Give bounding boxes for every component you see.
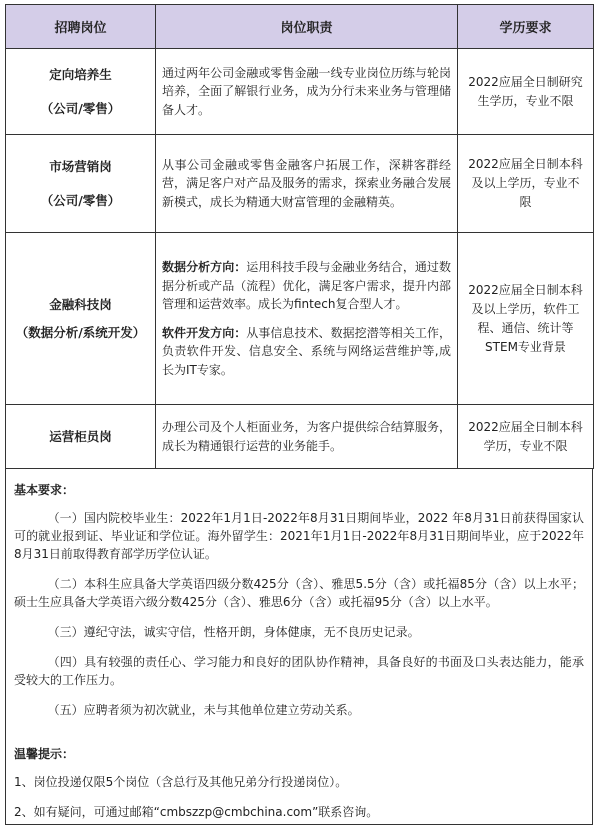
education-cell: 2022应届全日制本科学历，专业不限 xyxy=(458,405,594,469)
duty-text: 运用科技手段与金融业务结合，通过数据分析或产品（流程）优化，满足客户需求，提升内部管理和运营效率。成长为fintech复合型人才。 xyxy=(162,260,451,311)
position-sub: （数据分析/系统开发） xyxy=(15,324,146,340)
tip-item: 1、岗位投递仅限5个岗位（含总行及其他兄弟分行投递岗位）。 xyxy=(14,775,348,789)
position-sub: （公司/零售） xyxy=(40,192,121,208)
tips-heading: 温馨提示： xyxy=(14,747,75,761)
position-cell xyxy=(6,49,156,135)
table-header-row xyxy=(6,5,594,49)
duty-text: 从事信息技术、数据挖潜等相关工作，负责软件开发、信息安全、系统与网络运营维护等,成长为IT专家。 xyxy=(162,325,451,377)
requirements-heading: 基本要求： xyxy=(14,483,75,497)
education-cell: 2022应届全日制研究生学历，专业不限 xyxy=(458,49,594,135)
requirement-item: （二）本科生应具备大学英语四级分数425分（含）、雅思5.5分（含）或托福85分（含）以上水平；硕士生应具备大学英语六级分数425分（含）、雅思6分（含）或托福95分（含）以上水平。 xyxy=(14,577,584,609)
duties-cell: 从事公司金融或零售金融客户拓展工作，深耕客群经营，满足客户对产品及服务的需求，探索业务融合发展新模式，成长为精通大财富管理的金融精英。 xyxy=(156,135,458,233)
header-position: 招聘岗位 xyxy=(6,5,156,49)
requirement-item: （三）遵纪守法，诚实守信，性格开朗，身体健康，无不良历史记录。 xyxy=(47,625,420,639)
notes-box xyxy=(5,469,593,825)
table-row xyxy=(6,405,594,469)
position-name: 运营柜员岗 xyxy=(49,428,112,444)
position-name: 市场营销岗 xyxy=(49,158,112,174)
tip-item: 2、如有疑问，可通过邮箱“cmbszzp@cmbchina.com”联系咨询。 xyxy=(14,805,379,819)
position-name: 金融科技岗 xyxy=(49,296,112,312)
position-cell xyxy=(6,405,156,469)
requirement-item: （五）应聘者须为初次就业，未与其他单位建立劳动关系。 xyxy=(47,703,360,717)
positions-table xyxy=(5,4,594,469)
position-cell xyxy=(6,135,156,233)
duty-block-software-dev xyxy=(162,324,451,380)
table-row xyxy=(6,49,594,135)
position-sub: （公司/零售） xyxy=(40,100,121,116)
requirement-item: （一）国内院校毕业生：2022年1月1日-2022年8月31日期间毕业，2022 年8月31日前获得国家认可的就业报到证、毕业证和学位证。海外留学生：2021年1月1日-2022年8月31日期间毕业，应于2022年8月31日前取得教育部学历学位认证。 xyxy=(14,511,584,561)
requirement-item: （四）具有较强的责任心、学习能力和良好的团队协作精神，具备良好的书面及口头表达能力，能承受较大的工作压力。 xyxy=(14,655,584,687)
header-duties: 岗位职责 xyxy=(156,5,458,49)
education-cell: 2022应届全日制本科及以上学历，软件工程、通信、统计等STEM专业背景 xyxy=(458,233,594,405)
duty-label: 数据分析方向： xyxy=(162,260,247,274)
position-name: 定向培养生 xyxy=(49,66,112,82)
table-row xyxy=(6,135,594,233)
duty-block-data-analysis xyxy=(162,258,451,314)
position-cell xyxy=(6,233,156,405)
header-education: 学历要求 xyxy=(458,5,594,49)
duties-cell: 办理公司及个人柜面业务，为客户提供综合结算服务，成长为精通银行运营的业务能手。 xyxy=(156,405,458,469)
duties-cell xyxy=(156,233,458,405)
education-cell: 2022应届全日制本科及以上学历，专业不限 xyxy=(458,135,594,233)
table-row xyxy=(6,233,594,405)
duties-cell: 通过两年公司金融或零售金融一线专业岗位历练与轮岗培养，全面了解银行业务，成为分行未来业务与管理储备人才。 xyxy=(156,49,458,135)
duty-label: 软件开发方向： xyxy=(162,325,247,340)
